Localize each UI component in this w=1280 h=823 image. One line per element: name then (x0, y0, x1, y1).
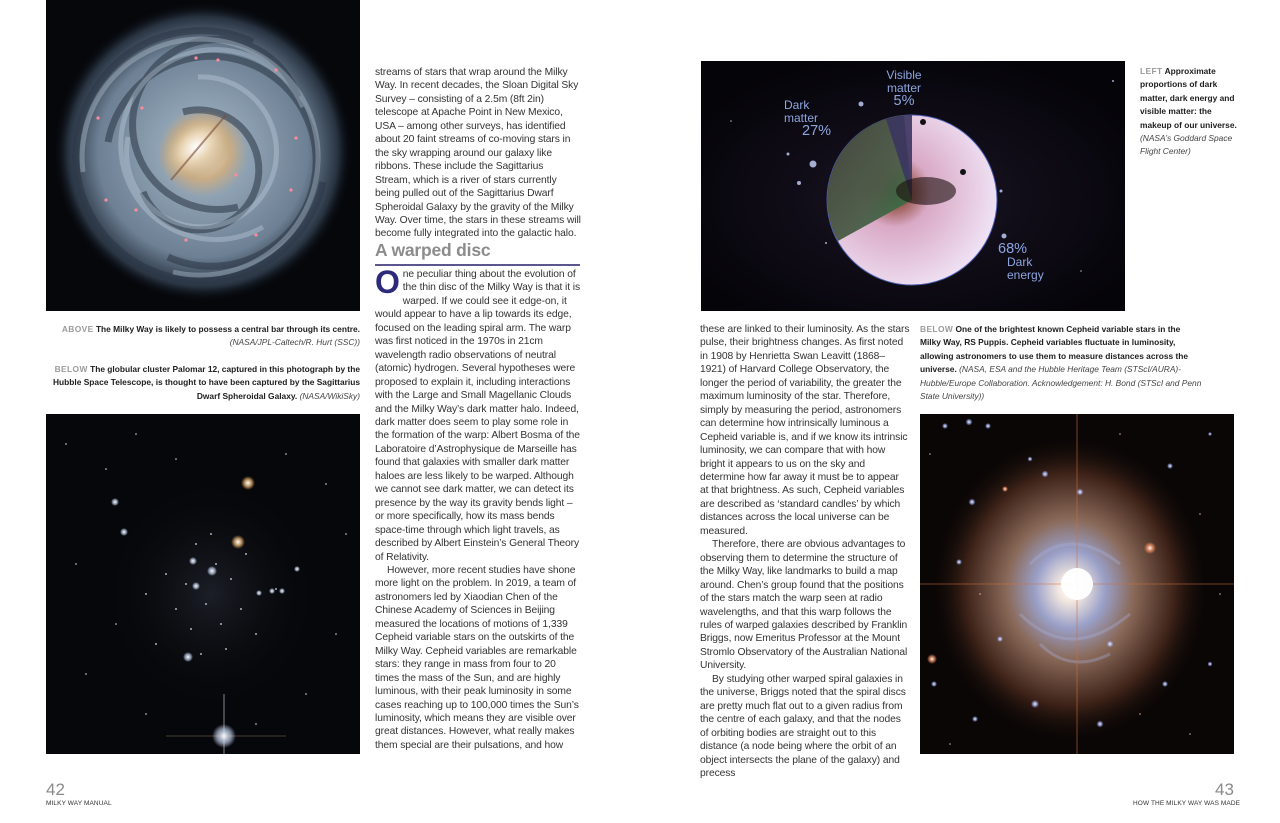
caption-pie: LEFT Approximate proportions of dark matter, dark energy and visible matter: the makeup of our universe. (NASA’s Goddard Space Flight Center) (1140, 66, 1237, 157)
paragraph-4: Therefore, there are obvious advantages to observing them to determine the structure of the Milky Way, like landmarks to build a map around. Chen’s group found that the positions of the stars match the warp seen at radio wavelengths, and that this warp follows the rules of warped galaxies described by Franklin Briggs, now Emeritus Professor at the Mount Stromlo Observatory of the Australian National University. (700, 539, 908, 672)
paragraph-2: However, more recent studies have shone more light on the problem. In 2019, a team of astronomers led by Xiaodian Chen of the Chinese Academy of Sciences in Beijing measured the locations of motions of 1,339 Cepheid variable stars on the outskirts of the Milky Way. Cepheid variables are remarkable stars: they range in mass from four to 20 times the mass of the Sun, and are highly luminous, with their peak luminosity in some cases reaching up to 100,000 times the Sun’s luminosity, which means they are visible over great distances. However, what really makes them special are their pulsations, and how (375, 564, 579, 751)
drop-cap: O (375, 264, 400, 300)
page-number-right: 43 (1215, 780, 1234, 799)
label-visible-matter: Visible matter 5% (886, 68, 922, 109)
paragraph-5: By studying other warped spiral galaxies in the universe, Briggs noted that the spiral discs are pretty much flat out to a given radius from the centre of each galaxy, and that the nodes of orbiting bodies are straight out to this distance (a node being where the orbit of an object intersects the plane of the galaxy) and precess (700, 673, 906, 779)
label-dark-matter: Dark matter 27% (784, 98, 832, 139)
page-number-left: 42 (46, 780, 65, 799)
milky-way-illustration (46, 0, 360, 311)
article-column-2 (700, 323, 910, 780)
section-heading: A warped disc (375, 240, 580, 266)
universe-composition-pie-image (701, 61, 1125, 311)
running-title-left: MILKY WAY MANUAL (46, 800, 112, 807)
caption-palomar: BELOW The globular cluster Palomar 12, captured in this photograph by the Hubble Space Telescope, is thought to have been captured by the Sagittarius Dwarf Spheroidal Galaxy. (NASA/WikiSky) (53, 364, 360, 401)
caption-milky-way: ABOVE The Milky Way is likely to possess a central bar through its centre. (NASA/JPL-Caltech/R. Hurt (SSC)) (61, 324, 360, 348)
rs-puppis-photo (920, 414, 1234, 754)
article-column-1: One peculiar thing about the evolution of the thin disc of the Milky Way is that it is warped. If we could see it edge-on, it would appear to have a lip towards its edge, focused on the leading spiral arm. The warp was first noticed in the 1970s in 21cm wavelength radio observations of neutral (atomic) hydrogen. Several hypotheses were proposed to explain it, including interactions with the Large and Small Magellanic Clouds and the Milky Way’s dark matter halo. Indeed, dark matter does seem to play some role in the formation of the warp: Albert Bosma of the Laboratoire d’Astrophysique de Marseille has found that galaxies with smaller dark matter haloes are less likely to be warped. Although we cannot see dark matter, we can detect its presence by the way its gravity bends light – or more specifically, how its mass bends space-time through which light travels, as described by Albert Einstein’s General Theory of Relativity. However, more recent studies have shone more light on the problem. In 2019, a team of astronomers led by Xiaodian Chen of the Chinese Academy of Sciences in Beijing measured the locations of motions of 1,339 Cepheid variable stars on the outskirts of the Milky Way. Cepheid variables are remarkable stars: they range in mass from four to 20 times the mass of the Sun, and are highly luminous, with their peak luminosity in some cases reaching up to 100,000 times the Sun’s luminosity, which means they are visible over great distances. However, what really makes them special are their pulsations, and how (375, 264, 580, 751)
running-title-right: HOW THE MILKY WAY WAS MADE (1133, 800, 1241, 807)
caption-rs-puppis: BELOW One of the brightest known Cepheid variable stars in the Milky Way, RS Puppis. Cepheid variables fluctuate in luminosity, allowing astronomers to use them to measure distances across the universe. (NASA, ESA and the Hubble Heritage Team (STScI/AURA)-Hubble/Europe Collaboration. Acknowledgement: H. Bond (STScI and Penn State University)) (920, 324, 1202, 402)
label-dark-energy: 68% Dark energy (998, 241, 1044, 282)
paragraph-3: these are linked to their luminosity. As the stars pulse, their brightness changes. As first noted in 1908 by Henrietta Swan Leavitt (1868–1921) of Harvard College Observatory, the longer the period of variability, the greater the maximum luminosity of the star. Therefore, simply by measuring the period, astronomers can determine how intrinsically luminous a Cepheid variable is, and if we know its intrinsic luminosity, we can compare that with how bright it appears to us on the sky and determine how far away it must be to appear at that brightness. As such, Cepheid variables are described as ‘standard candles’ by which distances across the local universe can be measured. (700, 324, 910, 537)
intro-paragraph: streams of stars that wrap around the Milky Way. In recent decades, the Sloan Digital Sky Survey – consisting of a 2.5m (8ft 2in) telescope at Apache Point in New Mexico, USA – among other surveys, has identified about 20 faint streams of co-moving stars in the sky wrapping around our galaxy like ribbons. These include the Sagittarius Stream, which is a river of stars currently being pulled out of the Sagittarius Dwarf Spheroidal Galaxy by the gravity of the Milky Way. Over time, the stars in these streams will become fully integrated into the galactic halo. (375, 67, 581, 240)
palomar-12-cluster-photo (46, 414, 360, 754)
